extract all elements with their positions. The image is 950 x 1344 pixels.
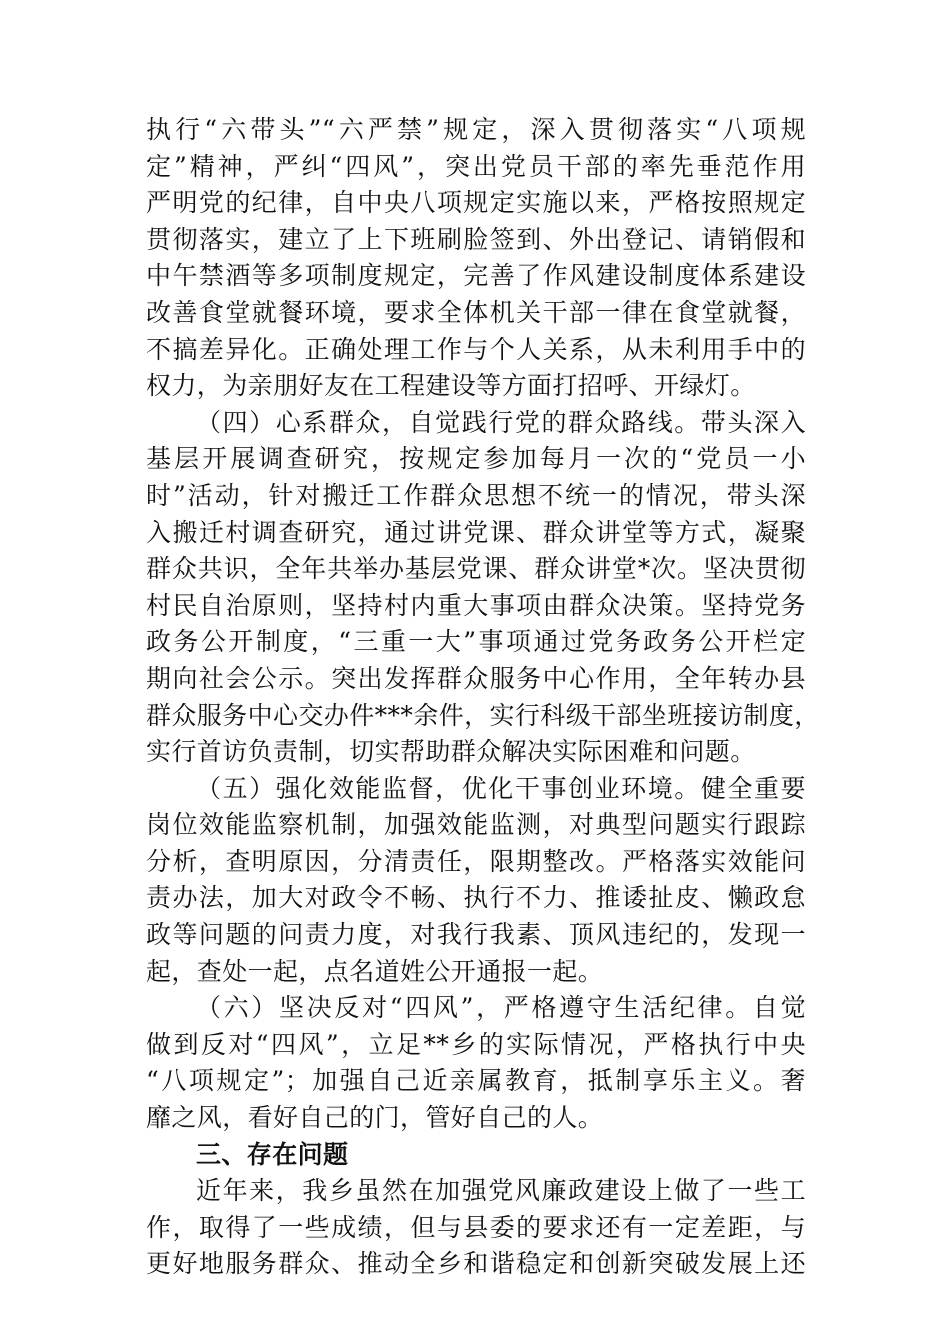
paragraph-line: 群众服务中心交办件***余件，实行科级干部坐班接访制度， (146, 700, 820, 730)
paragraph-line: 村民自治原则，坚持村内重大事项由群众决策。坚持党务 (146, 590, 806, 620)
paragraph-line: 基层开展调查研究，按规定参加每月一次的“党员一小 (146, 444, 806, 474)
paragraph-line: 责办法，加大对政令不畅、执行不力、推诿扯皮、懒政怠 (146, 883, 806, 913)
document-page (146, 112, 820, 1283)
paragraph-line: 严明党的纪律，自中央八项规定实施以来，严格按照规定 (146, 188, 806, 218)
paragraph-line: 群众共识，全年共举办基层党课、群众讲堂*次。坚决贯彻 (146, 554, 806, 584)
paragraph-line: 靡之风，看好自己的门，管好自己的人。 (146, 1103, 604, 1133)
section-heading: 三、存在问题 (196, 1139, 349, 1169)
paragraph-line: 期向社会公示。突出发挥群众服务中心作用，全年转办县 (146, 663, 806, 693)
paragraph-line: 不搞差异化。正确处理工作与个人关系，从未利用手中的 (146, 334, 806, 364)
paragraph-line: 入搬迁村调查研究，通过讲党课、群众讲堂等方式，凝聚 (146, 517, 806, 547)
paragraph-line: 作，取得了一些成绩，但与县委的要求还有一定差距，与 (146, 1212, 806, 1242)
paragraph-line: 贯彻落实，建立了上下班刷脸签到、外出登记、请销假和 (146, 224, 806, 254)
paragraph-line: 权力，为亲朋好友在工程建设等方面打招呼、开绿灯。 (146, 371, 756, 401)
paragraph-line: 更好地服务群众、推动全乡和谐稳定和创新突破发展上还 (146, 1249, 806, 1279)
paragraph-line: 改善食堂就餐环境，要求全体机关干部一律在食堂就餐， (146, 297, 806, 327)
paragraph-line: “八项规定”；加强自己近亲属教育，抵制享乐主义。奢 (146, 1066, 806, 1096)
paragraph-line: 实行首访负责制，切实帮助群众解决实际困难和问题。 (146, 737, 756, 767)
paragraph-line: 执行“六带头”“六严禁”规定，深入贯彻落实“八项规 (146, 115, 806, 144)
paragraph-line: 做到反对“四风”，立足**乡的实际情况，严格执行中央 (146, 1029, 806, 1059)
paragraph-line: 分析，查明原因，分清责任，限期整改。严格落实效能问 (146, 846, 806, 876)
paragraph-line: 近年来，我乡虽然在加强党风廉政建设上做了一些工 (196, 1176, 806, 1206)
paragraph-line: 中午禁酒等多项制度规定，完善了作风建设制度体系建设 (146, 261, 806, 291)
paragraph-line: 定”精神，严纠“四风”，突出党员干部的率先垂范作用 (146, 151, 806, 181)
paragraph-line: 政务公开制度，“三重一大”事项通过党务政务公开栏定 (146, 627, 806, 657)
paragraph-line: 时”活动，针对搬迁工作群众思想不统一的情况，带头深 (146, 480, 806, 510)
paragraph-line: （四）心系群众，自觉践行党的群众路线。带头深入 (196, 407, 806, 437)
paragraph-line: 政等问题的问责力度，对我行我素、顶风违纪的，发现一 (146, 920, 806, 950)
paragraph-line: 起，查处一起，点名道姓公开通报一起。 (146, 956, 604, 986)
paragraph-line: 岗位效能监察机制，加强效能监测，对典型问题实行跟踪 (146, 810, 806, 840)
paragraph-line: （五）强化效能监督，优化干事创业环境。健全重要 (196, 773, 806, 803)
paragraph-line: （六）坚决反对“四风”，严格遵守生活纪律。自觉 (196, 993, 806, 1023)
